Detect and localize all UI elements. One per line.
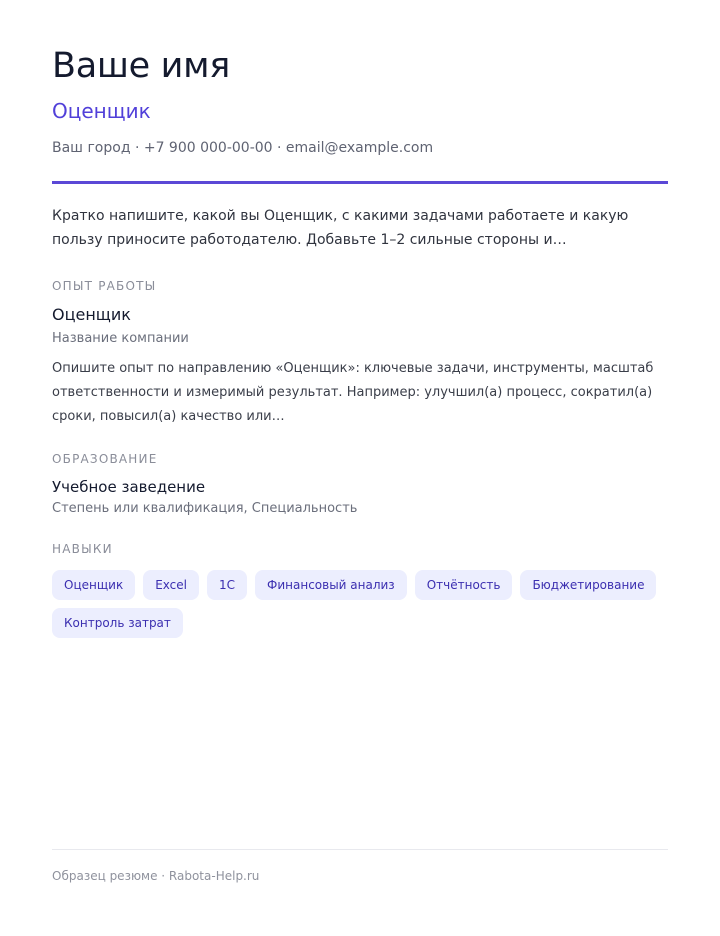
skill-chip: Контроль затрат bbox=[52, 608, 183, 638]
skill-chip: Отчётность bbox=[415, 570, 513, 600]
header-divider bbox=[52, 181, 668, 184]
skill-chip: Финансовый анализ bbox=[255, 570, 407, 600]
skill-chip: Excel bbox=[143, 570, 199, 600]
job-description: Опишите опыт по направлению «Оценщик»: ключевые задачи, инструменты, масштаб ответственности и измеримый результат. Например: улучшил(а) процесс, сократил(а) сроки, повысил(а) качество или… bbox=[52, 361, 654, 424]
summary-text: Кратко напишите, какой вы Оценщик, с какими задачами работаете и какую пользу приносите работодателю. Добавьте 1–2 сильные стороны и… bbox=[52, 208, 629, 248]
skills-section-title: НАВЫКИ bbox=[52, 542, 113, 556]
candidate-role: Оценщик bbox=[52, 99, 151, 123]
job-title: Оценщик bbox=[52, 305, 131, 324]
education-details: Степень или квалификация, Специальность bbox=[52, 501, 358, 516]
education-section-title: ОБРАЗОВАНИЕ bbox=[52, 452, 158, 466]
skill-chip: Бюджетирование bbox=[520, 570, 656, 600]
contact-line: Ваш город · +7 900 000-00-00 · email@example.com bbox=[52, 140, 434, 156]
footer-text: Образец резюме · Rabota-Help.ru bbox=[52, 869, 260, 883]
resume-page bbox=[52, 0, 668, 936]
footer-divider bbox=[52, 849, 668, 850]
skill-chip: 1С bbox=[207, 570, 247, 600]
experience-section-title: ОПЫТ РАБОТЫ bbox=[52, 279, 157, 293]
skill-chip: Оценщик bbox=[52, 570, 135, 600]
skills-list bbox=[52, 570, 668, 638]
company-name: Название компании bbox=[52, 331, 189, 346]
candidate-name: Ваше имя bbox=[52, 46, 230, 86]
education-institution: Учебное заведение bbox=[52, 478, 206, 496]
